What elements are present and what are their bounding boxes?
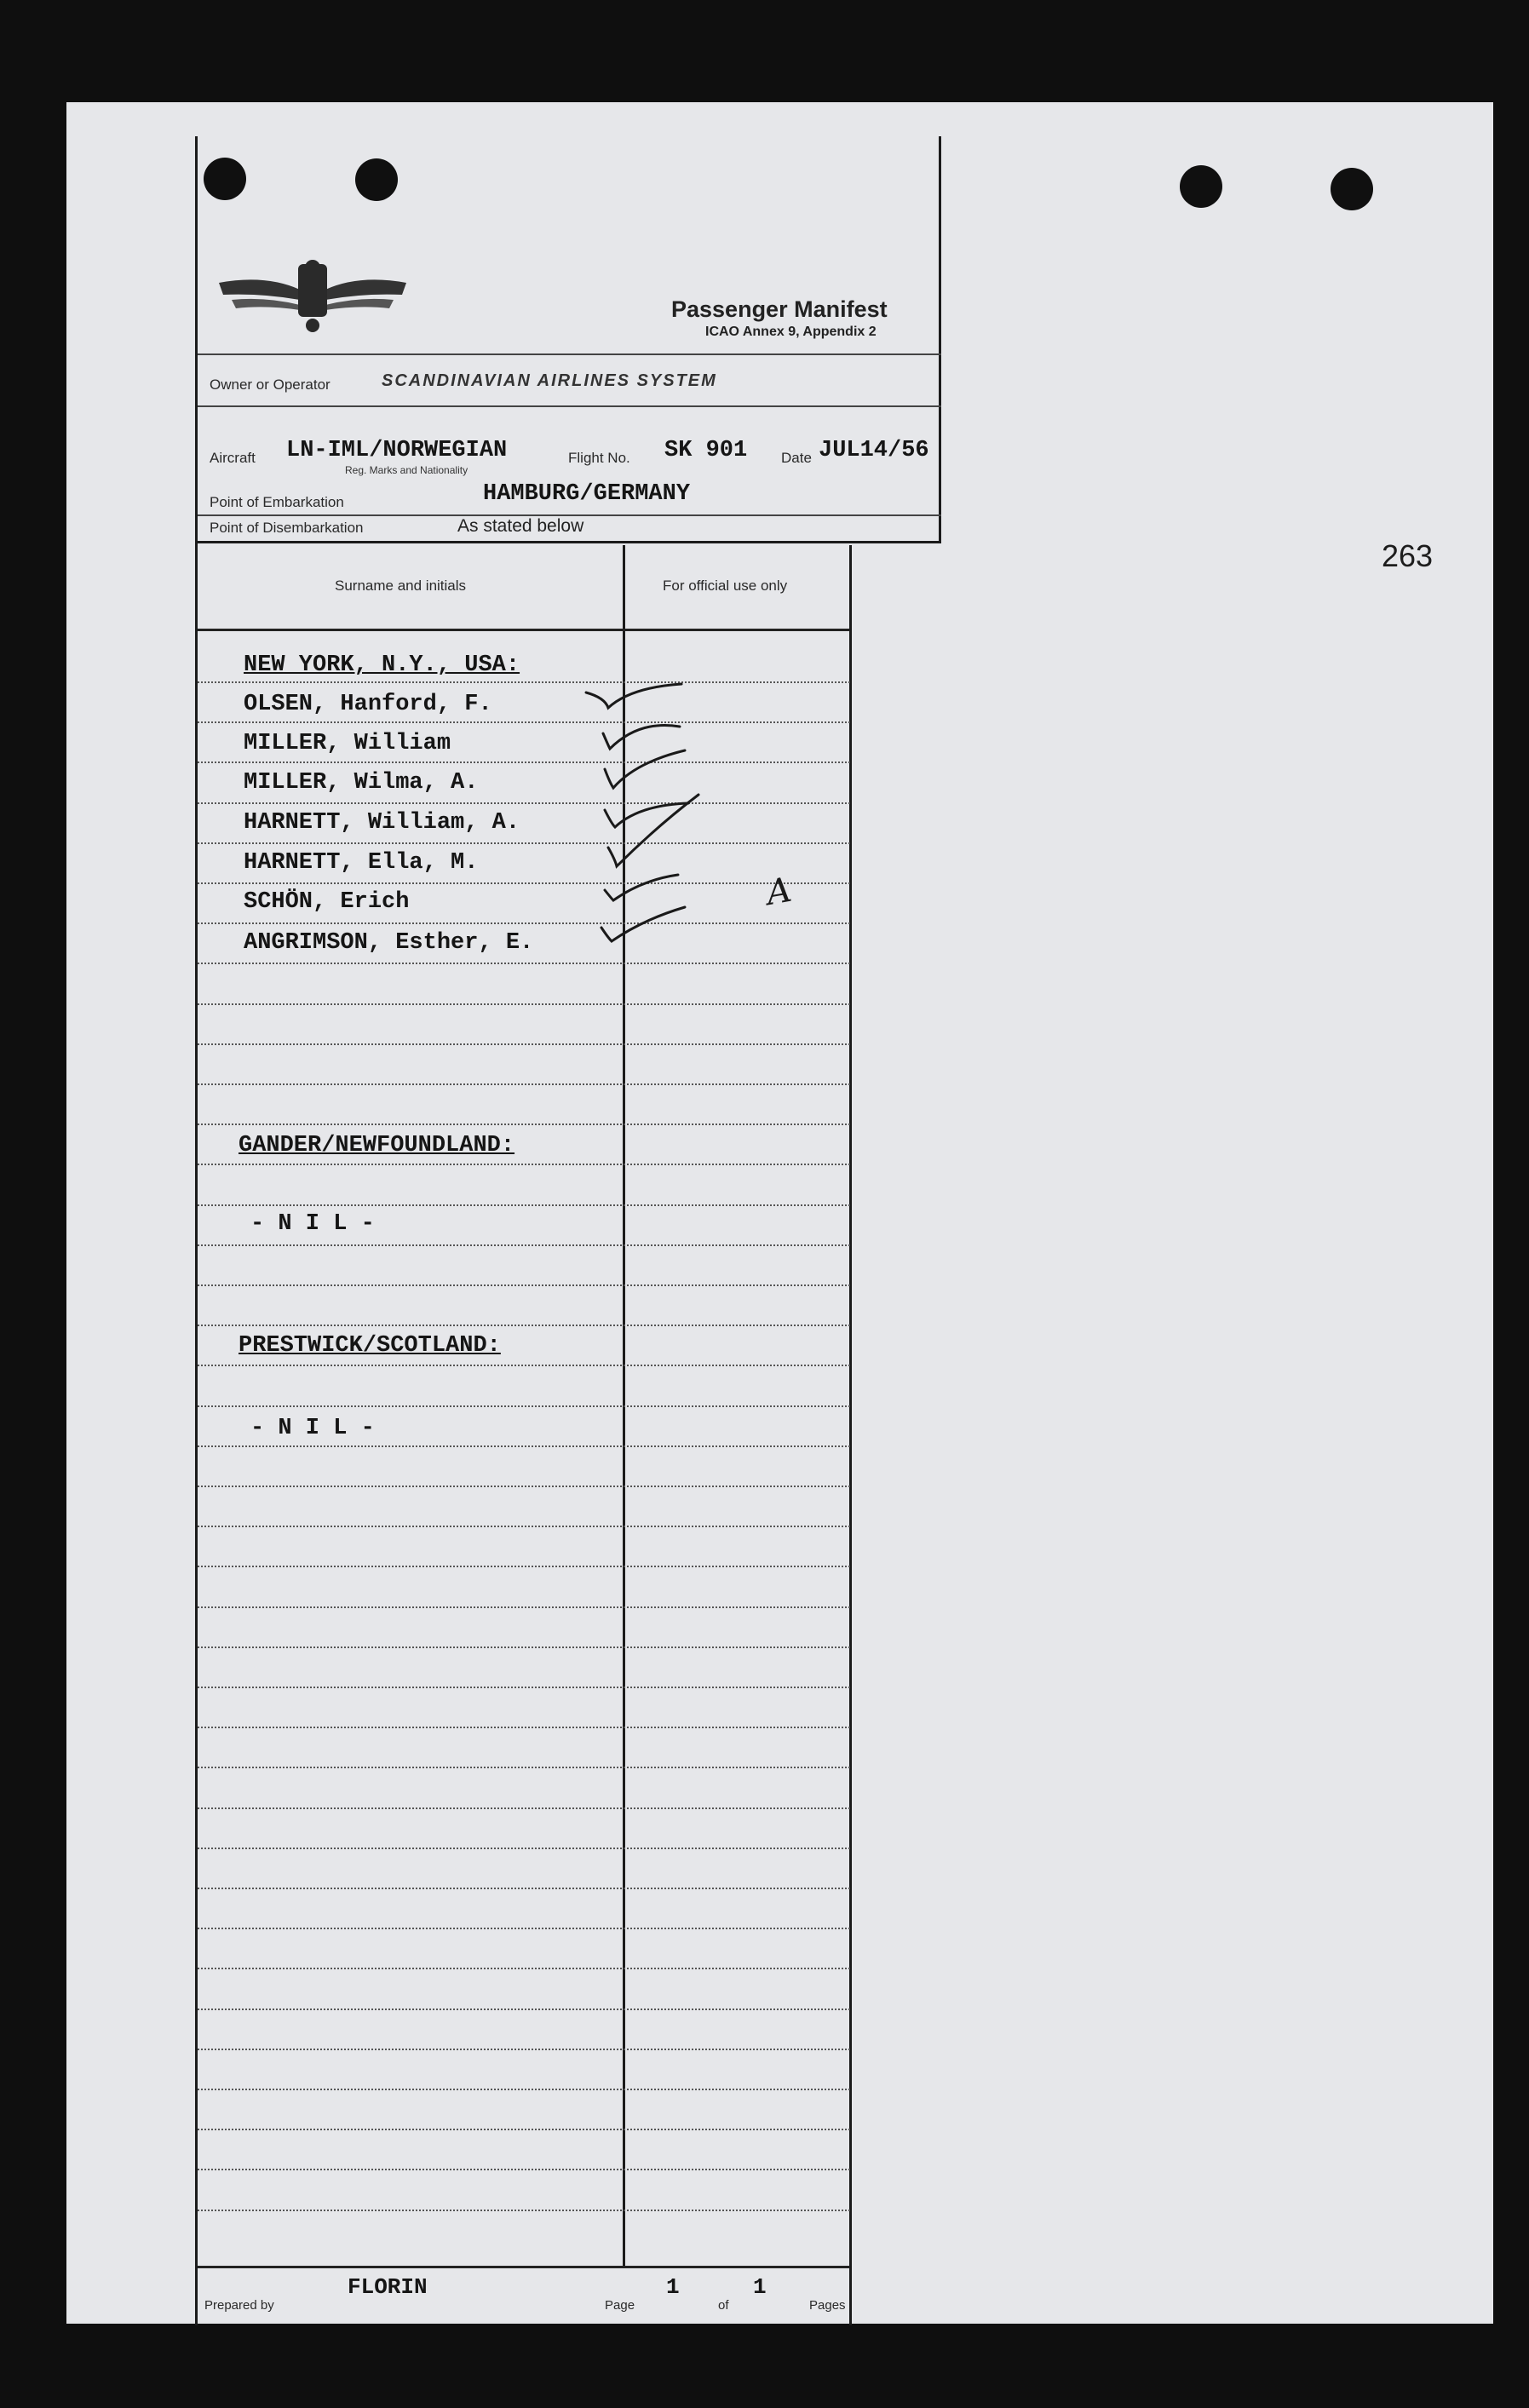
ruled-line bbox=[198, 1767, 850, 1768]
owner-divider bbox=[198, 405, 941, 407]
ruled-line bbox=[198, 1003, 850, 1005]
passenger-row: HARNETT, Ella, M. bbox=[244, 850, 479, 876]
ruled-line bbox=[198, 1928, 850, 1929]
punch-hole bbox=[1180, 165, 1222, 208]
ruled-line bbox=[198, 761, 850, 763]
ruled-line bbox=[198, 1405, 850, 1407]
ruled-line bbox=[198, 681, 850, 683]
flight-label: Flight No. bbox=[568, 450, 630, 466]
checkmark-icon bbox=[579, 677, 707, 967]
ruled-line bbox=[198, 1807, 850, 1809]
nil-entry: - N I L - bbox=[250, 1416, 375, 1441]
ruled-line bbox=[198, 2009, 850, 2010]
ruled-line bbox=[198, 2089, 850, 2090]
passenger-row: ANGRIMSON, Esther, E. bbox=[244, 930, 534, 956]
date-label: Date bbox=[781, 450, 812, 466]
header-divider bbox=[198, 353, 941, 355]
of-value: 1 bbox=[753, 2274, 767, 2300]
ruled-line bbox=[198, 2129, 850, 2130]
ruled-line bbox=[198, 802, 850, 804]
ruled-line bbox=[198, 1083, 850, 1085]
name-column-header: Surname and initials bbox=[335, 578, 467, 594]
ruled-line bbox=[198, 1445, 850, 1447]
ruled-line bbox=[198, 1284, 850, 1286]
ruled-line bbox=[198, 1606, 850, 1608]
entry-destination-new-york: NEW YORK, N.Y., USA: bbox=[244, 652, 520, 678]
pages-label: Pages bbox=[809, 2298, 846, 2313]
passenger-row: OLSEN, Hanford, F. bbox=[244, 692, 492, 717]
ruled-line bbox=[198, 1968, 850, 1969]
ruled-line bbox=[198, 842, 850, 844]
manifest-title: Passenger Manifest bbox=[671, 296, 888, 322]
nil-entry: - N I L - bbox=[250, 1211, 375, 1237]
ruled-line bbox=[198, 2210, 850, 2211]
prepared-by-label: Prepared by bbox=[204, 2298, 274, 2313]
ruled-line bbox=[198, 1325, 850, 1326]
aircraft-caption: Reg. Marks and Nationality bbox=[345, 464, 468, 476]
ruled-line bbox=[198, 721, 850, 723]
page-label: Page bbox=[605, 2298, 635, 2313]
ruled-line bbox=[198, 963, 850, 964]
manifest-subtitle: ICAO Annex 9, Appendix 2 bbox=[705, 325, 877, 339]
ruled-line bbox=[198, 1043, 850, 1045]
official-mark: A bbox=[763, 870, 795, 914]
ruled-line bbox=[198, 882, 850, 884]
entry-destination-gander: GANDER/NEWFOUNDLAND: bbox=[239, 1133, 515, 1158]
page-value: 1 bbox=[666, 2274, 680, 2300]
ruled-line bbox=[198, 1244, 850, 1246]
passenger-row: HARNETT, William, A. bbox=[244, 810, 520, 836]
passenger-row: MILLER, William bbox=[244, 731, 451, 756]
disembarkation-value: As stated below bbox=[457, 516, 584, 536]
embarkation-value: HAMBURG/GERMANY bbox=[483, 481, 691, 507]
official-column-right-border bbox=[849, 545, 852, 2325]
ruled-line bbox=[198, 1164, 850, 1165]
page-number-stamp: 263 bbox=[1382, 538, 1434, 573]
official-column-header: For official use only bbox=[663, 578, 788, 594]
owner-label: Owner or Operator bbox=[210, 376, 331, 393]
ruled-line bbox=[198, 1647, 850, 1648]
ruled-line bbox=[198, 1486, 850, 1487]
ruled-line bbox=[198, 1566, 850, 1567]
ruled-line bbox=[198, 1727, 850, 1728]
column-header-divider bbox=[198, 629, 850, 631]
owner-value: SCANDINAVIAN AIRLINES SYSTEM bbox=[382, 371, 717, 390]
passenger-row: SCHÖN, Erich bbox=[244, 889, 410, 915]
ruled-line bbox=[198, 1204, 850, 1206]
prepared-by-value: FLORIN bbox=[348, 2274, 428, 2300]
embarkation-label: Point of Embarkation bbox=[210, 494, 344, 510]
ruled-line bbox=[198, 1526, 850, 1527]
aircraft-value: LN-IML/NORWEGIAN bbox=[286, 438, 508, 463]
ruled-line bbox=[198, 2049, 850, 2050]
of-label: of bbox=[718, 2298, 729, 2313]
date-value: JUL14/56 bbox=[819, 438, 929, 463]
disembarkation-label: Point of Disembarkation bbox=[210, 520, 364, 536]
ruled-line bbox=[198, 2169, 850, 2170]
ruled-line bbox=[198, 1687, 850, 1688]
footer-divider bbox=[198, 2266, 850, 2268]
flight-value: SK 901 bbox=[664, 438, 748, 463]
airline-emblem bbox=[215, 256, 411, 341]
ruled-line bbox=[198, 922, 850, 924]
ruled-line bbox=[198, 1888, 850, 1889]
passenger-row: MILLER, Wilma, A. bbox=[244, 770, 479, 796]
punch-hole bbox=[1331, 168, 1373, 210]
ruled-line bbox=[198, 1365, 850, 1366]
ruled-line bbox=[198, 1848, 850, 1849]
entry-destination-prestwick: PRESTWICK/SCOTLAND: bbox=[239, 1333, 501, 1359]
aircraft-label: Aircraft bbox=[210, 450, 256, 466]
ruled-line bbox=[198, 1124, 850, 1125]
